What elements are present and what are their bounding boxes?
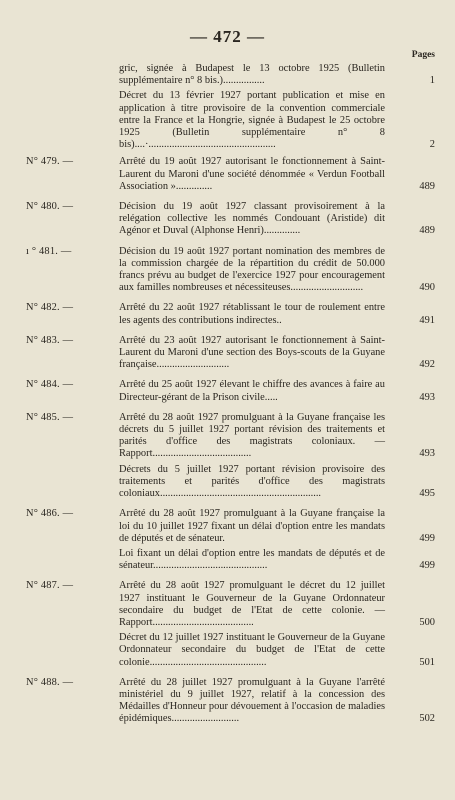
entry-block	[0, 677, 455, 726]
entry-block	[0, 302, 455, 326]
pages-column-label: Pages	[411, 50, 435, 60]
page-number: 493	[419, 448, 435, 460]
page-number: 489	[419, 225, 435, 237]
toc-entry	[0, 379, 455, 403]
entry-text: Arrêté du 28 juillet 1927 promulguant à la Guyane l'arrêté ministériel du 9 juillet 1927, relatif à la concession des Médailles d'Honneur pour dévouement à l'occasion de maladies épidémiques..........................	[119, 676, 385, 725]
entry-block	[0, 156, 455, 193]
entry-text: Arrêté du 28 août 1927 promulguant à la Guyane française les décrets du 5 juillet 1927 portant révision des traitements et parités d'office des magistrats coloniaux. — Rapport......................................	[119, 411, 385, 460]
entry-text: Arrêté du 22 août 1927 rétablissant le tour de roulement entre les agents des contributions indirectes..	[119, 302, 385, 326]
entry-block	[0, 201, 455, 238]
entry-block	[0, 63, 455, 87]
entry-number: N° 480. —	[26, 201, 74, 213]
page-header: — 472 —	[190, 27, 265, 46]
page-number: 499	[419, 532, 435, 544]
entry-block	[0, 412, 455, 461]
entry-number: ı ° 481. —	[26, 245, 72, 257]
toc-entry	[0, 302, 455, 326]
page-number: 493	[419, 391, 435, 403]
entry-block	[0, 335, 455, 372]
entry-number: N° 487. —	[26, 580, 74, 592]
page-number: 489	[419, 180, 435, 192]
page-number: 500	[419, 616, 435, 628]
entry-text: Arrêté du 28 août 1927 promulguant le décret du 12 juillet 1927 instituant le Gouverneur de la Guyane Ordonnateur secondaire du budget de l'Etat de cette colonie. — Rapport.......................................	[119, 580, 385, 628]
toc-entry	[0, 63, 455, 151]
entry-number: N° 483. —	[26, 334, 74, 346]
toc-entry	[0, 156, 455, 193]
entry-number: N° 486. —	[26, 508, 74, 520]
entry-number: N° 488. —	[26, 676, 74, 688]
entry-block	[0, 90, 455, 151]
page-number: 1	[429, 75, 435, 87]
page-number: 490	[419, 282, 435, 294]
entry-text: Arrêté du 28 août 1927 promulguant à la Guyane française la loi du 10 juillet 1927 fixant un délai d'option entre les mandats de députés et de sénateur.	[119, 508, 385, 544]
entry-text: gric, signée à Budapest le 13 octobre 1925 (Bulletin supplémentaire n° 8 bis.)................	[119, 63, 385, 87]
entry-block	[0, 580, 455, 629]
entry-block	[0, 508, 455, 545]
entry-block	[0, 548, 455, 572]
entry-text: Décret du 13 février 1927 portant publication et mise en application à titre provisoire de la convention commerciale entre la France et la Hongrie, signée à Budapest le 25 octobre 1925 (Bulletin supplémentaire n° 8 bis)....·.................................................	[119, 90, 385, 151]
entry-text: Décision du 19 août 1927 portant nomination des membres de la commission chargée de la répartition du crédit de 50.000 francs prévu au budget de l'exercice 1927 pour encouragement aux familles nombreuses et nécessiteuses............................	[119, 245, 385, 294]
toc-entry	[0, 677, 455, 726]
entry-text: Décrets du 5 juillet 1927 portant révision provisoire des traitements et parités d'office des magistrats coloniaux..............................................................	[119, 463, 385, 500]
entry-text: Arrêté du 19 août 1927 autorisant le fonctionnement à Saint-Laurent du Maroni d'une société dénommée « Verdun Football Association »..............	[119, 156, 385, 192]
toc-entry	[0, 508, 455, 572]
entry-block	[0, 246, 455, 295]
entry-block	[0, 379, 455, 403]
toc-entry	[0, 335, 455, 372]
entry-text: Loi fixant un délai d'option entre les mandats de députés et de sénateur............................................	[119, 547, 385, 572]
entry-block	[0, 632, 455, 669]
toc-entry	[0, 580, 455, 668]
toc-entry	[0, 412, 455, 500]
page-number: 495	[419, 488, 435, 500]
entry-text: Décret du 12 juillet 1927 instituant le Gouverneur de la Guyane Ordonnateur secondaire du budget de l'Etat de cette colonie.............................................	[119, 632, 385, 668]
page-number: 491	[419, 314, 435, 326]
entry-text: Arrêté du 25 août 1927 élevant le chiffre des avances à faire au Directeur-gérant de la Prison civile.....	[119, 379, 385, 403]
entry-text: Décision du 19 août 1927 classant provisoirement à la relégation collective les nommés Condouant (Aristide) dit Agénor et Duval (Alphonse Henri)..............	[119, 201, 385, 237]
toc-entry	[0, 201, 455, 238]
entry-number: N° 482. —	[26, 302, 74, 314]
entry-number: N° 484. —	[26, 379, 74, 391]
toc-entry	[0, 246, 455, 295]
page-number: 499	[419, 560, 435, 572]
page-number: 492	[419, 359, 435, 371]
entry-block	[0, 464, 455, 501]
entry-text: Arrêté du 23 août 1927 autorisant le fonctionnement à Saint-Laurent du Maroni d'une section des Boys-scouts de la Guyane française............................	[119, 334, 385, 371]
page-number: 502	[419, 713, 435, 725]
entry-number: N° 479. —	[26, 156, 74, 168]
page-number: 2	[429, 139, 435, 151]
table-of-contents	[0, 63, 455, 734]
entry-number: N° 485. —	[26, 411, 74, 423]
page-number: 501	[419, 656, 435, 668]
